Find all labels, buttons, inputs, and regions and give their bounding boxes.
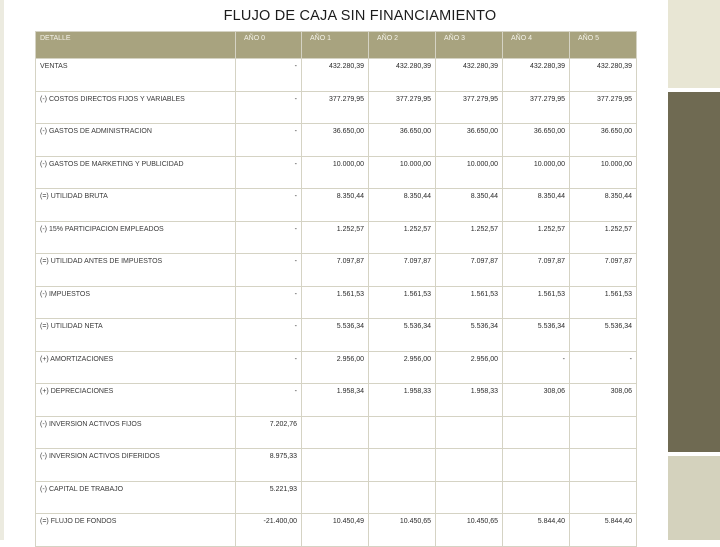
cell-year-4: 1.561,53	[503, 286, 570, 319]
cell-year-0: -	[236, 59, 302, 92]
header-year-5: AÑO 5	[570, 32, 637, 59]
table-row	[36, 481, 637, 514]
cell-year-0: -	[236, 124, 302, 157]
cell-year-2: 1.958,33	[369, 384, 436, 417]
cell-year-0: -	[236, 91, 302, 124]
table-row	[36, 384, 637, 417]
cell-year-1: 2.956,00	[302, 351, 369, 384]
cell-year-5: -	[570, 351, 637, 384]
cell-year-4: 5.536,34	[503, 319, 570, 352]
row-label: (-) GASTOS DE ADMINISTRACION	[36, 124, 236, 157]
cell-year-1: 10.450,49	[302, 514, 369, 547]
row-label: (-) INVERSION ACTIVOS DIFERIDOS	[36, 449, 236, 482]
cell-year-3: 1.252,57	[436, 221, 503, 254]
cell-year-3: 36.650,00	[436, 124, 503, 157]
header-year-1: AÑO 1	[302, 32, 369, 59]
right-decor-block-middle	[668, 92, 720, 452]
cell-year-2: 36.650,00	[369, 124, 436, 157]
cell-year-2: 10.000,00	[369, 156, 436, 189]
row-label: VENTAS	[36, 59, 236, 92]
cell-year-1: 1.252,57	[302, 221, 369, 254]
cell-year-4: 377.279,95	[503, 91, 570, 124]
table-row	[36, 449, 637, 482]
row-label: (-) INVERSION ACTIVOS FIJOS	[36, 416, 236, 449]
cell-year-2: 8.350,44	[369, 189, 436, 222]
cell-year-3: 2.956,00	[436, 351, 503, 384]
left-accent-strip	[0, 0, 4, 540]
table-header-row	[36, 32, 637, 59]
cell-year-4: 432.280,39	[503, 59, 570, 92]
cell-year-3	[436, 416, 503, 449]
row-label: (=) UTILIDAD ANTES DE IMPUESTOS	[36, 254, 236, 287]
cell-year-2: 377.279,95	[369, 91, 436, 124]
row-label: (-) CAPITAL DE TRABAJO	[36, 481, 236, 514]
table-row	[36, 254, 637, 287]
cell-year-4: 10.000,00	[503, 156, 570, 189]
cell-year-4: 8.350,44	[503, 189, 570, 222]
cell-year-5: 377.279,95	[570, 91, 637, 124]
header-year-2: AÑO 2	[369, 32, 436, 59]
row-label: (+) AMORTIZACIONES	[36, 351, 236, 384]
cell-year-5: 5.536,34	[570, 319, 637, 352]
cell-year-1	[302, 449, 369, 482]
table-row	[36, 221, 637, 254]
cell-year-0: 5.221,93	[236, 481, 302, 514]
header-year-3: AÑO 3	[436, 32, 503, 59]
table-row	[36, 156, 637, 189]
row-label: (=) FLUJO DE FONDOS	[36, 514, 236, 547]
cell-year-1: 5.536,34	[302, 319, 369, 352]
cell-year-3: 432.280,39	[436, 59, 503, 92]
cell-year-5	[570, 481, 637, 514]
table-row	[36, 91, 637, 124]
cell-year-4	[503, 481, 570, 514]
cell-year-2	[369, 481, 436, 514]
cell-year-3	[436, 481, 503, 514]
cell-year-5: 5.844,40	[570, 514, 637, 547]
cell-year-4	[503, 449, 570, 482]
cell-year-0: 8.975,33	[236, 449, 302, 482]
cell-year-4: 5.844,40	[503, 514, 570, 547]
cell-year-0: -	[236, 189, 302, 222]
table-row	[36, 59, 637, 92]
row-label: (=) UTILIDAD BRUTA	[36, 189, 236, 222]
page-title: FLUJO DE CAJA SIN FINANCIAMIENTO	[223, 8, 497, 24]
cell-year-2: 7.097,87	[369, 254, 436, 287]
cell-year-5: 1.561,53	[570, 286, 637, 319]
cell-year-1: 1.958,34	[302, 384, 369, 417]
cell-year-3: 377.279,95	[436, 91, 503, 124]
cell-year-5: 308,06	[570, 384, 637, 417]
header-year-4: AÑO 4	[503, 32, 570, 59]
cell-year-5: 36.650,00	[570, 124, 637, 157]
cell-year-0: -	[236, 319, 302, 352]
cell-year-1	[302, 481, 369, 514]
cell-year-3: 1.958,33	[436, 384, 503, 417]
cell-year-0: -	[236, 286, 302, 319]
cell-year-0: 7.202,76	[236, 416, 302, 449]
cell-year-3: 5.536,34	[436, 319, 503, 352]
table-row	[36, 286, 637, 319]
cell-year-2: 10.450,65	[369, 514, 436, 547]
row-label: (-) 15% PARTICIPACION EMPLEADOS	[36, 221, 236, 254]
cell-year-2: 432.280,39	[369, 59, 436, 92]
table-row	[36, 189, 637, 222]
cell-year-0: -	[236, 156, 302, 189]
cell-year-3: 7.097,87	[436, 254, 503, 287]
cell-year-5: 10.000,00	[570, 156, 637, 189]
cell-year-0: -	[236, 254, 302, 287]
cell-year-3	[436, 449, 503, 482]
right-decor-block-bottom	[668, 456, 720, 540]
table-row	[36, 351, 637, 384]
table-row	[36, 124, 637, 157]
cell-year-1: 8.350,44	[302, 189, 369, 222]
cell-year-3: 1.561,53	[436, 286, 503, 319]
cell-year-4: 308,06	[503, 384, 570, 417]
cell-year-1: 7.097,87	[302, 254, 369, 287]
table-row	[36, 514, 637, 547]
cash-flow-table	[35, 31, 637, 547]
cell-year-3: 8.350,44	[436, 189, 503, 222]
cell-year-2: 2.956,00	[369, 351, 436, 384]
cell-year-2: 1.561,53	[369, 286, 436, 319]
cell-year-1: 432.280,39	[302, 59, 369, 92]
row-label: (-) GASTOS DE MARKETING Y PUBLICIDAD	[36, 156, 236, 189]
cell-year-4: -	[503, 351, 570, 384]
row-label: (-) COSTOS DIRECTOS FIJOS Y VARIABLES	[36, 91, 236, 124]
cell-year-5: 432.280,39	[570, 59, 637, 92]
cell-year-3: 10.450,65	[436, 514, 503, 547]
cell-year-0: -	[236, 384, 302, 417]
cell-year-1: 36.650,00	[302, 124, 369, 157]
header-year-0: AÑO 0	[236, 32, 302, 59]
cell-year-0: -21.400,00	[236, 514, 302, 547]
cell-year-1	[302, 416, 369, 449]
cell-year-4: 7.097,87	[503, 254, 570, 287]
cell-year-0: -	[236, 351, 302, 384]
cell-year-1: 10.000,00	[302, 156, 369, 189]
cell-year-4: 1.252,57	[503, 221, 570, 254]
cell-year-5: 7.097,87	[570, 254, 637, 287]
cell-year-0: -	[236, 221, 302, 254]
cell-year-1: 377.279,95	[302, 91, 369, 124]
cell-year-3: 10.000,00	[436, 156, 503, 189]
header-detail: DETALLE	[36, 32, 236, 59]
cell-year-2: 1.252,57	[369, 221, 436, 254]
cell-year-2	[369, 449, 436, 482]
cell-year-1: 1.561,53	[302, 286, 369, 319]
table-row	[36, 416, 637, 449]
row-label: (+) DEPRECIACIONES	[36, 384, 236, 417]
table-row	[36, 319, 637, 352]
cell-year-5	[570, 416, 637, 449]
row-label: (-) IMPUESTOS	[36, 286, 236, 319]
row-label: (=) UTILIDAD NETA	[36, 319, 236, 352]
cell-year-2: 5.536,34	[369, 319, 436, 352]
cell-year-4	[503, 416, 570, 449]
cell-year-4: 36.650,00	[503, 124, 570, 157]
cell-year-5	[570, 449, 637, 482]
cell-year-2	[369, 416, 436, 449]
cell-year-5: 8.350,44	[570, 189, 637, 222]
cell-year-5: 1.252,57	[570, 221, 637, 254]
